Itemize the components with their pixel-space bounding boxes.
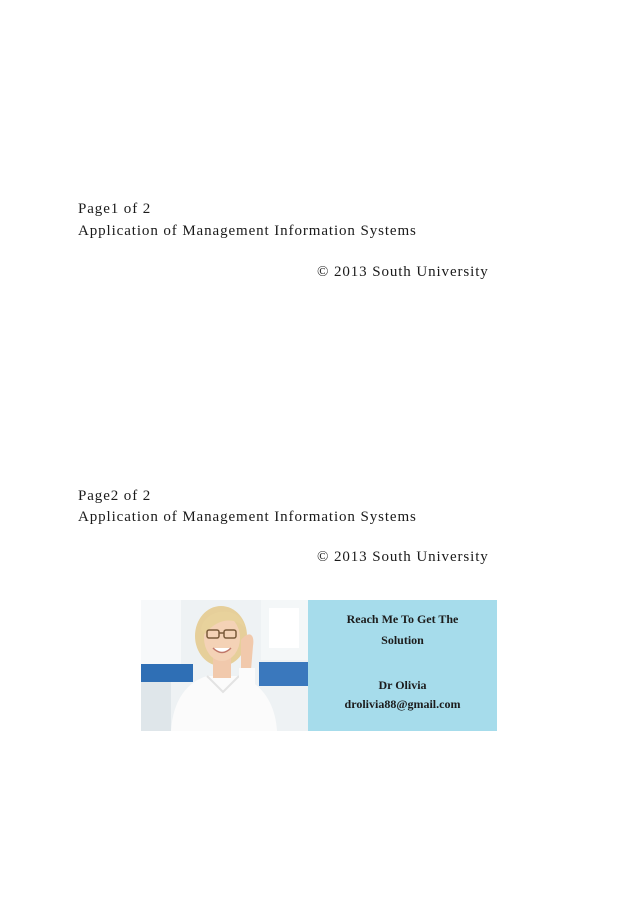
- copyright-notice: © 2013 South University: [317, 264, 489, 280]
- contact-banner: [141, 600, 497, 731]
- promo-headline: Reach Me To Get The: [346, 612, 459, 626]
- document-title: Application of Management Information Systems: [78, 509, 417, 525]
- woman-photo: [141, 600, 308, 731]
- page-number: Page1 of 2: [78, 201, 152, 217]
- copyright-notice: © 2013 South University: [317, 549, 489, 565]
- contact-name: Dr Olivia: [378, 678, 427, 692]
- contact-info-panel: [308, 600, 497, 731]
- page-number: Page2 of 2: [78, 488, 152, 504]
- document-title: Application of Management Information Systems: [78, 223, 417, 239]
- contact-email: drolivia88@gmail.com: [344, 697, 461, 711]
- promo-subline: Solution: [381, 633, 424, 647]
